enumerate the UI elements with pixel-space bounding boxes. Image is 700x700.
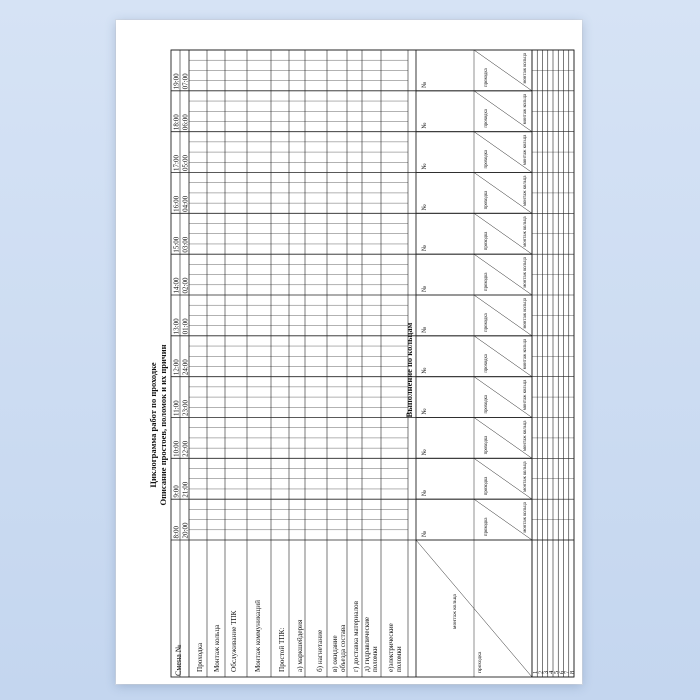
row-label: Обслуживание ТПК	[230, 610, 238, 672]
ring-col-top: проходка	[484, 190, 489, 210]
row-label-cont: объезда состава	[339, 624, 347, 672]
ring-col-top: проходка	[484, 231, 489, 251]
night-hour-label: 01:00	[181, 318, 190, 335]
night-hour-label: 20:00	[181, 522, 190, 539]
night-hour-label: 21:00	[181, 481, 190, 498]
ring-number-sign: №	[421, 163, 428, 170]
ring-col-bottom: монтаж кольца	[523, 257, 528, 288]
ring-col-top: проходка	[484, 68, 489, 87]
night-hour-label: 06:00	[181, 114, 190, 131]
row-label: е)электрические	[387, 623, 395, 672]
ring-col-bottom: монтаж кольца	[523, 338, 528, 370]
day-hour-label: 19:00	[172, 73, 181, 90]
ring-number-sign: №	[421, 449, 428, 456]
document-page	[116, 20, 582, 684]
night-hour-label: 23:00	[181, 400, 190, 416]
ring-col-bottom: монтаж кольца	[523, 134, 528, 166]
cyclogram-table	[116, 20, 582, 684]
day-hour-label: 18:00	[172, 114, 181, 131]
ring-number-sign: №	[421, 489, 428, 497]
ring-col-top: проходка	[484, 435, 489, 455]
day-hour-label: 11:00	[172, 400, 181, 416]
row-label: в) ожидание	[331, 635, 339, 672]
ring-row-number: 6	[558, 670, 566, 674]
night-hour-label: 02:00	[181, 277, 190, 294]
ring-number-sign: №	[421, 530, 428, 537]
ring-col-top: проходка	[484, 354, 489, 373]
ring-row-number: 7	[563, 670, 571, 674]
ring-col-bottom: монтаж кольца	[523, 298, 528, 329]
ring-number-sign: №	[421, 408, 428, 415]
ring-col-top: проходка	[484, 272, 489, 291]
ring-col-top: проходка	[484, 109, 489, 128]
ring-number-sign: №	[421, 244, 428, 252]
day-hour-label: 17:00	[172, 155, 181, 171]
ring-row-number: 5	[553, 670, 561, 674]
ring-header-bottom: проходка	[477, 651, 483, 673]
row-label: г) доставка материалов	[352, 600, 360, 672]
row-label: Монтаж кольца	[213, 624, 221, 672]
ring-col-bottom: монтаж кольца	[523, 461, 528, 492]
row-label: д) гидравлические	[363, 616, 371, 672]
ring-col-bottom: монтаж кольца	[523, 216, 528, 247]
ring-col-top: проходка	[484, 394, 489, 414]
row-label: б) нагнетание	[316, 629, 324, 672]
section-title: Выполнение по кольцам	[404, 322, 414, 418]
document-title: Циклограмма работ по проходке	[148, 362, 158, 488]
row-label-cont: поломки	[371, 646, 379, 672]
ring-number-sign: №	[421, 326, 428, 333]
day-hour-label: 12:00	[172, 359, 181, 376]
day-hour-label: 13:00	[172, 318, 181, 335]
ring-header-top: монтаж кольца	[452, 594, 458, 629]
document-subtitle: Описание простоев, поломок и их причин	[158, 344, 168, 506]
ring-col-bottom: монтаж кольца	[523, 420, 528, 451]
ring-col-bottom: монтаж кольца	[523, 175, 528, 206]
ring-row-number: 3	[542, 670, 550, 674]
day-hour-label: 10:00	[172, 440, 181, 457]
ring-col-top: проходка	[484, 517, 489, 536]
ring-number-sign: №	[421, 367, 428, 374]
day-hour-label: 8:00	[172, 526, 181, 539]
ring-row-number: 1	[532, 670, 540, 674]
ring-number-sign: №	[421, 204, 428, 211]
night-hour-label: 04:00	[181, 195, 190, 212]
ring-col-bottom: монтаж кольца	[523, 379, 528, 411]
ring-number-sign: №	[421, 81, 428, 88]
row-label: Проходка	[196, 642, 204, 672]
ring-col-top: проходка	[484, 149, 489, 169]
ring-number-sign: №	[421, 285, 428, 292]
ring-col-bottom: монтаж кольца	[523, 53, 528, 84]
row-label: Простой ТПК:	[278, 627, 286, 672]
night-hour-label: 22:00	[181, 440, 190, 457]
day-hour-label: 14:00	[172, 277, 181, 294]
ring-row-number: 8	[568, 670, 576, 674]
ring-col-bottom: монтаж кольца	[523, 502, 528, 533]
table-grid	[171, 50, 574, 677]
day-hour-label: 15:00	[172, 236, 181, 253]
night-hour-label: 07:00	[181, 73, 190, 90]
night-hour-label: 05:00	[181, 155, 190, 171]
row-label: а) маркшейдерия	[296, 619, 304, 672]
ring-col-bottom: монтаж кольца	[523, 93, 528, 125]
ring-number-sign: №	[421, 122, 428, 129]
night-hour-label: 03:00	[181, 236, 190, 253]
shift-label: Смена №	[174, 644, 183, 676]
ring-row-number: 2	[537, 670, 545, 674]
ring-col-top: проходка	[484, 476, 489, 496]
night-hour-label: 24:00	[181, 359, 190, 376]
row-label: Монтаж коммуникаций	[254, 600, 262, 672]
day-hour-label: 16:00	[172, 195, 181, 212]
row-label-cont: поломки	[395, 646, 403, 672]
day-hour-label: 9:00	[172, 485, 181, 498]
ring-row-number: 4	[547, 670, 555, 674]
ring-col-top: проходка	[484, 313, 489, 332]
